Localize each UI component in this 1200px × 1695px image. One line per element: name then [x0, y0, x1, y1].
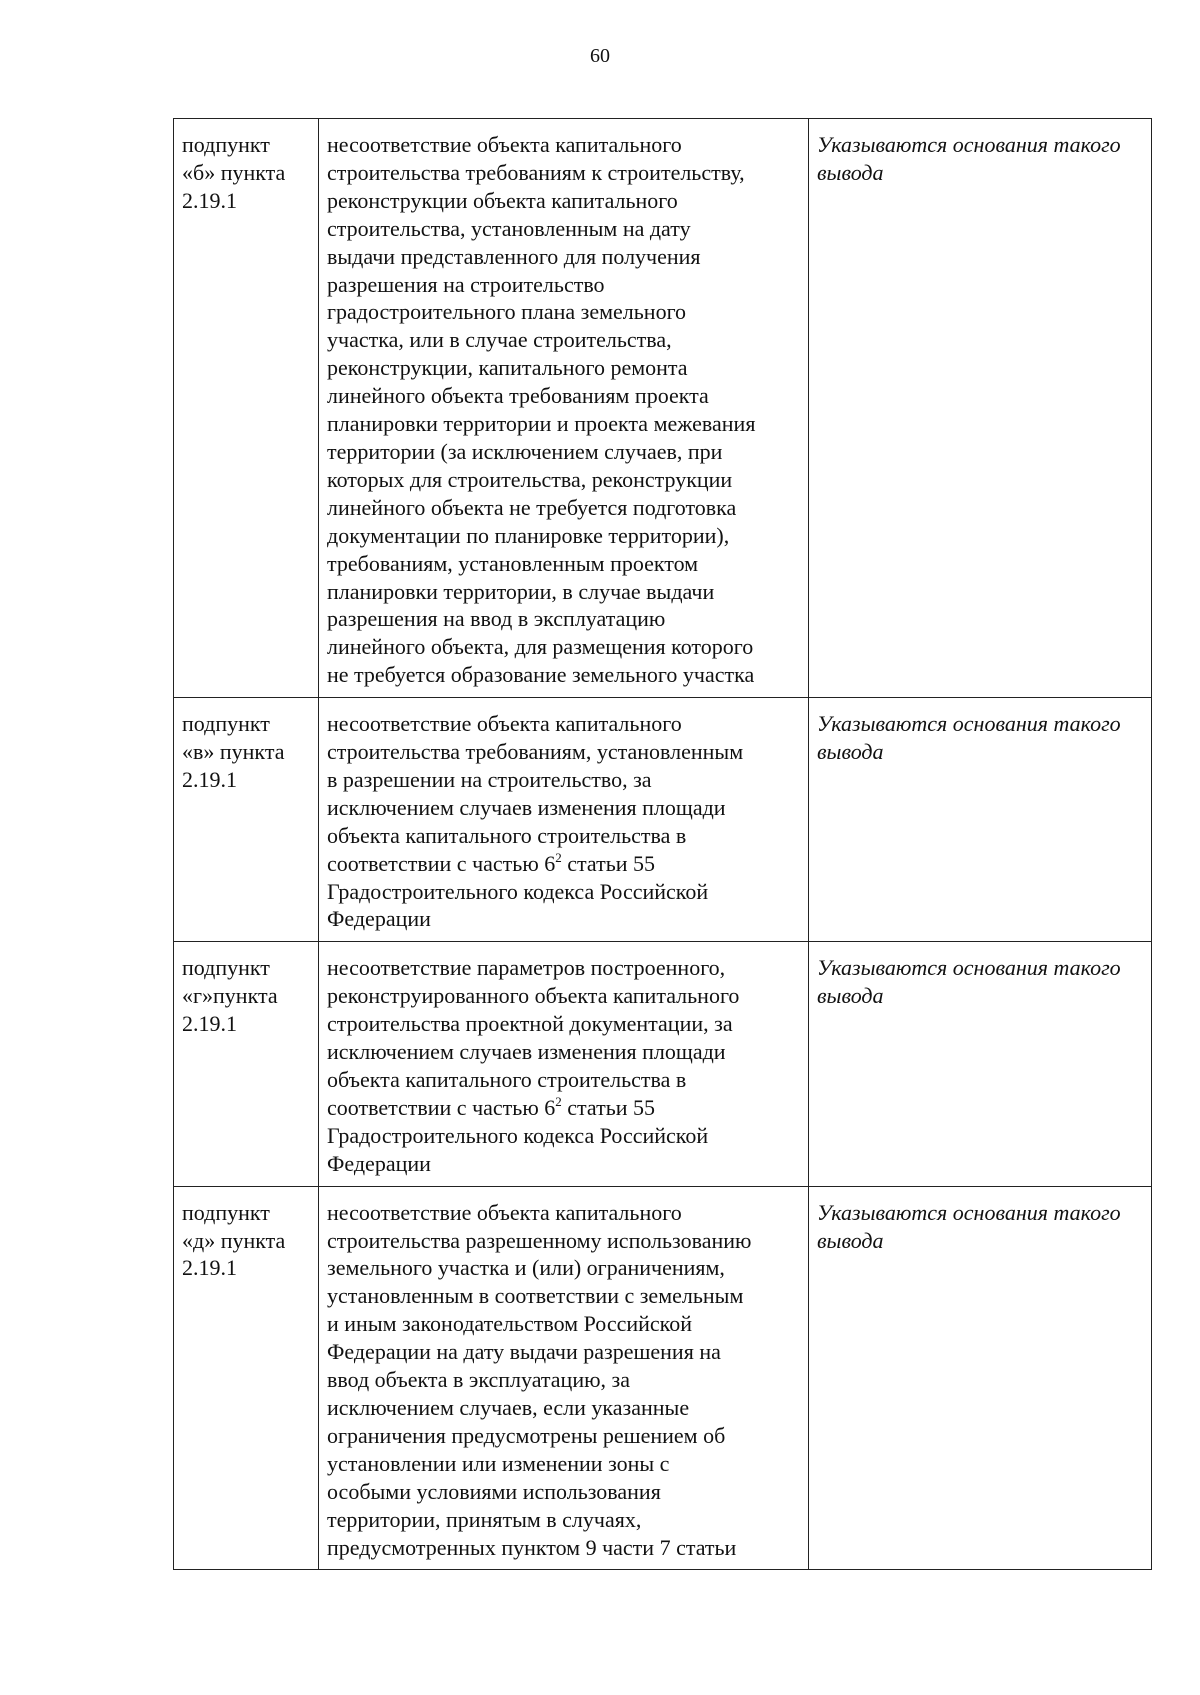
- text-line: вывода: [817, 159, 884, 185]
- text-line: подпункт: [182, 132, 270, 157]
- text-line: документации по планировке территории),: [327, 522, 730, 548]
- text-line: планировки территории и проекта межевания: [327, 411, 756, 437]
- text-line: вывода: [817, 983, 884, 1009]
- superscript: 2: [555, 849, 562, 865]
- text-line: вывода: [817, 1227, 884, 1253]
- text-line: разрешения на ввод в эксплуатацию: [327, 606, 666, 632]
- table-row: [174, 942, 1152, 1186]
- table-row: [174, 1186, 1152, 1570]
- text-line: разрешения на строительство: [327, 271, 605, 297]
- clause-reference-cell: [174, 119, 319, 698]
- text-line: строительства разрешенному использованию: [327, 1227, 752, 1253]
- grounds-note-cell: [809, 698, 1152, 942]
- text-line: объекта капитального строительства в: [327, 1067, 687, 1092]
- text-line: особыми условиями использования: [327, 1478, 661, 1504]
- text-line: установлении или изменении зоны с: [327, 1450, 670, 1476]
- text-line: подпункт: [182, 1199, 270, 1225]
- nonconformity-description-cell: [319, 698, 809, 942]
- text-line: «б» пункта: [182, 159, 286, 185]
- page-number: 60: [590, 45, 610, 67]
- nonconformity-description-cell: [319, 119, 809, 698]
- text-line: подпункт: [182, 711, 270, 737]
- table-body: [174, 119, 1152, 1570]
- text-line: планировки территории, в случае выдачи: [327, 578, 715, 604]
- text-line: линейного объекта не требуется подготовка: [327, 494, 737, 520]
- text-line: [327, 850, 801, 878]
- grounds-table: [173, 118, 1152, 1570]
- superscript: 2: [555, 1093, 562, 1109]
- text-line: Федерации: [327, 1150, 431, 1176]
- text-line: несоответствие объекта капитального: [327, 1199, 682, 1225]
- text-line: Указываются основания такого: [817, 132, 1121, 157]
- text-line: в разрешении на строительство, за: [327, 766, 652, 792]
- text-fragment: статьи 55: [561, 850, 656, 876]
- grounds-note-cell: [809, 119, 1152, 698]
- text-line: линейного объекта требованиям проекта: [327, 383, 709, 409]
- text-line: 2.19.1: [182, 187, 237, 213]
- text-line: и иным законодательством Российской: [327, 1311, 693, 1337]
- text-line: вывода: [817, 739, 884, 765]
- text-line: исключением случаев изменения площади: [327, 794, 726, 820]
- text-line: «в» пункта: [182, 739, 285, 765]
- text-line: 2.19.1: [182, 1011, 237, 1037]
- text-line: строительства требованиям, установленным: [327, 739, 744, 765]
- text-line: Федерации на дату выдачи разрешения на: [327, 1339, 721, 1365]
- text-fragment: статьи 55: [561, 1094, 656, 1120]
- text-line: которых для строительства, реконструкции: [327, 466, 733, 492]
- text-line: строительства проектной документации, за: [327, 1011, 733, 1037]
- text-line: строительства, установленным на дату: [327, 215, 691, 241]
- text-line: требованиям, установленным проектом: [327, 550, 699, 576]
- text-line: Градостроительного кодекса Российской: [327, 878, 709, 904]
- text-line: Указываются основания такого: [817, 955, 1121, 981]
- text-line: 2.19.1: [182, 766, 237, 792]
- text-line: территории (за исключением случаев, при: [327, 438, 723, 464]
- text-line: объекта капитального строительства в: [327, 822, 687, 848]
- text-line: территории, принятым в случаях,: [327, 1506, 642, 1532]
- text-line: ввод объекта в эксплуатацию, за: [327, 1367, 630, 1393]
- text-line: Градостроительного кодекса Российской: [327, 1122, 709, 1148]
- text-line: не требуется образование земельного участка: [327, 662, 755, 688]
- text-line: реконструкции объекта капитального: [327, 187, 678, 213]
- text-line: градостроительного плана земельного: [327, 299, 687, 325]
- text-line: «г»пункта: [182, 983, 278, 1009]
- text-line: линейного объекта, для размещения которого: [327, 634, 754, 660]
- text-line: несоответствие параметров построенного,: [327, 955, 726, 981]
- nonconformity-description-cell: [319, 1186, 809, 1570]
- text-line: выдачи представленного для получения: [327, 243, 701, 269]
- text-line: строительства требованиям к строительству,: [327, 159, 745, 185]
- text-line: несоответствие объекта капитального: [327, 132, 682, 157]
- text-line: предусмотренных пунктом 9 части 7 статьи: [327, 1534, 737, 1560]
- text-line: подпункт: [182, 955, 270, 981]
- table-row: [174, 119, 1152, 698]
- text-line: [327, 1094, 801, 1122]
- text-line: исключением случаев изменения площади: [327, 1039, 726, 1065]
- text-fragment: соответствии с частью 6: [327, 850, 556, 876]
- text-line: несоответствие объекта капитального: [327, 711, 682, 737]
- text-line: реконструкции, капитального ремонта: [327, 355, 688, 381]
- clause-reference-cell: [174, 698, 319, 942]
- text-line: участка, или в случае строительства,: [327, 327, 672, 353]
- text-line: ограничения предусмотрены решением об: [327, 1422, 726, 1448]
- text-line: исключением случаев, если указанные: [327, 1394, 690, 1420]
- text-line: «д» пункта: [182, 1227, 286, 1253]
- grounds-note-cell: [809, 1186, 1152, 1570]
- clause-reference-cell: [174, 942, 319, 1186]
- text-line: Указываются основания такого: [817, 711, 1121, 737]
- text-line: Указываются основания такого: [817, 1199, 1121, 1225]
- clause-reference-cell: [174, 1186, 319, 1570]
- table-row: [174, 698, 1152, 942]
- text-line: реконструированного объекта капитального: [327, 983, 740, 1009]
- grounds-note-cell: [809, 942, 1152, 1186]
- text-line: Федерации: [327, 906, 431, 932]
- nonconformity-description-cell: [319, 942, 809, 1186]
- text-line: земельного участка и (или) ограничениям,: [327, 1255, 725, 1281]
- text-line: установленным в соответствии с земельным: [327, 1283, 744, 1309]
- text-fragment: соответствии с частью 6: [327, 1094, 556, 1120]
- text-line: 2.19.1: [182, 1255, 237, 1281]
